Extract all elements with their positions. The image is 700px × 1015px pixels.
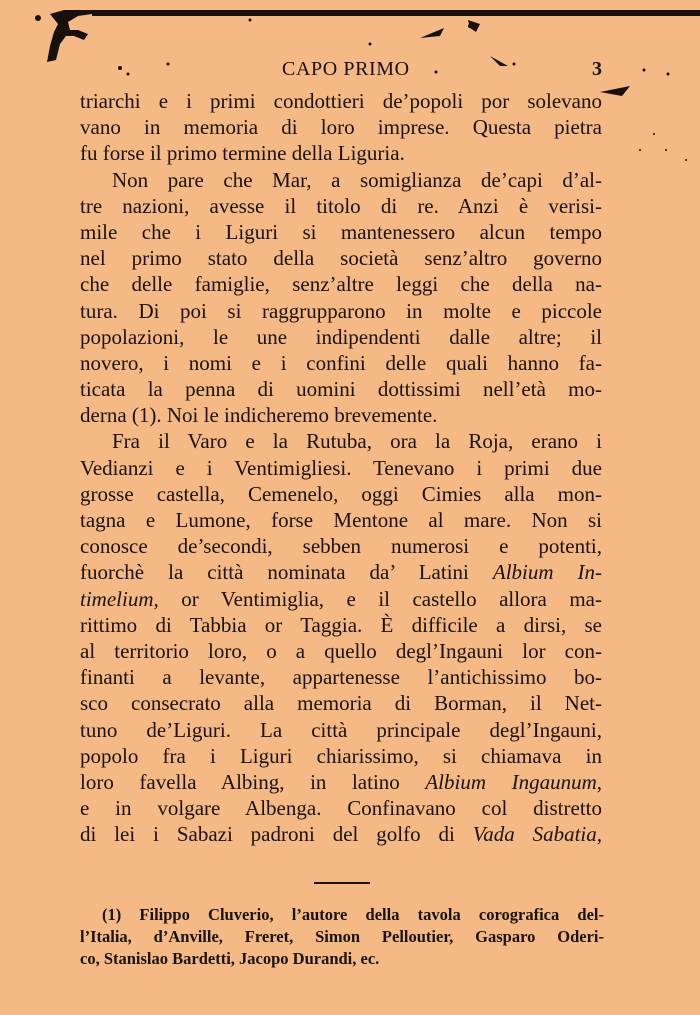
- line-text: derna (1). Noi le indicheremo brevemente.: [80, 403, 438, 428]
- line-text: popolazioni, le une indipendenti dalle altre; il: [80, 324, 602, 349]
- text-line: [80, 167, 602, 193]
- text-line: [80, 271, 602, 297]
- line-text: Non pare che Mar, a somiglianza de’capi d’al-: [112, 167, 602, 192]
- body-text: [80, 88, 602, 847]
- text-line: [80, 717, 602, 743]
- running-title: CAPO PRIMO: [282, 58, 410, 80]
- text-line: [80, 533, 602, 559]
- line-text: mile che i Liguri si mantenessero alcun tempo: [80, 219, 602, 244]
- text-line: [80, 350, 602, 376]
- line-text: Vedianzi e i Ventimigliesi. Tenevano i primi due: [80, 455, 602, 480]
- line-text: tagna e Lumone, forse Mentone al mare. Non si: [80, 508, 602, 532]
- footnote: [80, 904, 604, 970]
- line-text: conosce de’secondi, sebben numerosi e potenti,: [80, 534, 602, 559]
- line-text: Fra il Varo e la Rutuba, ora la Roja, erano i: [112, 429, 602, 454]
- italic-latin-term: Albium In-: [492, 560, 603, 585]
- running-header: [0, 58, 700, 84]
- text-line: [80, 455, 602, 481]
- line-text: tre nazioni, avesse il titolo di re. Anzi è verisi-: [80, 193, 602, 218]
- text-line: [80, 612, 602, 638]
- text-line: [80, 795, 602, 821]
- italic-latin-term: Albium Ingaunum,: [425, 769, 602, 794]
- line-text: al territorio loro, o a quello degl’Ingauni lor con-: [80, 638, 602, 663]
- line-text: ticata la penna di uomini dottissimi nell’età mo-: [80, 377, 602, 402]
- footnote-separator: [314, 882, 370, 884]
- line-text: grosse castella, Cemenelo, oggi Cimies alla mon-: [80, 481, 602, 506]
- text-line: [80, 638, 602, 664]
- line-text: sco consecrato alla memoria di Borman, il Net-: [80, 691, 602, 716]
- line-text: tuno de’Liguri. La città principale degl’Ingauni,: [80, 717, 602, 742]
- line-text: di lei i Sabazi padroni del golfo di: [80, 822, 473, 847]
- text-line: [80, 559, 602, 585]
- line-text: fuorchè la città nominata da’ Latini: [80, 560, 493, 585]
- line-text: novero, i nomi e i confini delle quali hanno fa-: [80, 350, 602, 375]
- text-line: [80, 507, 602, 533]
- footnote-line: co, Stanislao Bardetti, Jacopo Durandi, ec.: [80, 949, 380, 968]
- line-text: e in volgare Albenga. Confinavano col distretto: [80, 796, 602, 821]
- text-line: [80, 298, 602, 324]
- text-line: [80, 402, 602, 428]
- text-line: [80, 219, 602, 245]
- footnote-line: l’Italia, d’Anville, Freret, Simon Pelloutier, Gasparo Oderi-: [80, 927, 604, 946]
- line-text: loro favella Albing, in latino: [80, 769, 426, 794]
- italic-latin-term: Vada Sabatia,: [472, 822, 602, 847]
- line-text: vano in memoria di loro imprese. Questa pietra: [80, 115, 602, 140]
- line-text: finanti a levante, appartenesse l’antichissimo bo-: [80, 665, 602, 690]
- text-line: [80, 428, 602, 454]
- text-line: [80, 743, 602, 769]
- line-text: rittimo di Tabbia or Taggia. È difficile a dirsi, se: [80, 612, 602, 637]
- line-text-after: or Ventimiglia, e il castello allora ma-: [158, 586, 602, 611]
- italic-latin-term: timelium,: [80, 586, 159, 611]
- text-line: [80, 140, 602, 166]
- text-line: [80, 769, 602, 795]
- line-text: che delle famiglie, senz’altre leggi che della na-: [80, 272, 602, 297]
- text-line: [80, 586, 602, 612]
- line-text: tura. Di poi si raggrupparono in molte e piccole: [80, 298, 602, 323]
- text-line: [80, 245, 602, 271]
- text-line: [80, 88, 602, 114]
- text-line: [80, 193, 602, 219]
- text-line: [80, 114, 602, 140]
- line-text: popolo fra i Liguri chiarissimo, si chiamava in: [80, 743, 602, 768]
- line-text: nel primo stato della società senz’altro governo: [80, 246, 602, 271]
- text-line: [80, 664, 602, 690]
- text-line: [80, 376, 602, 402]
- page-number: 3: [592, 58, 602, 80]
- text-line: [80, 821, 602, 847]
- text-line: [80, 481, 602, 507]
- text-line: [80, 690, 602, 716]
- text-line: [80, 324, 602, 350]
- line-text: fu forse il primo termine della Liguria.: [80, 141, 405, 166]
- line-text: triarchi e i primi condottieri de’popoli por solevano: [80, 89, 602, 113]
- footnote-line: (1) Filippo Cluverio, l’autore della tavola corografica del-: [102, 905, 604, 924]
